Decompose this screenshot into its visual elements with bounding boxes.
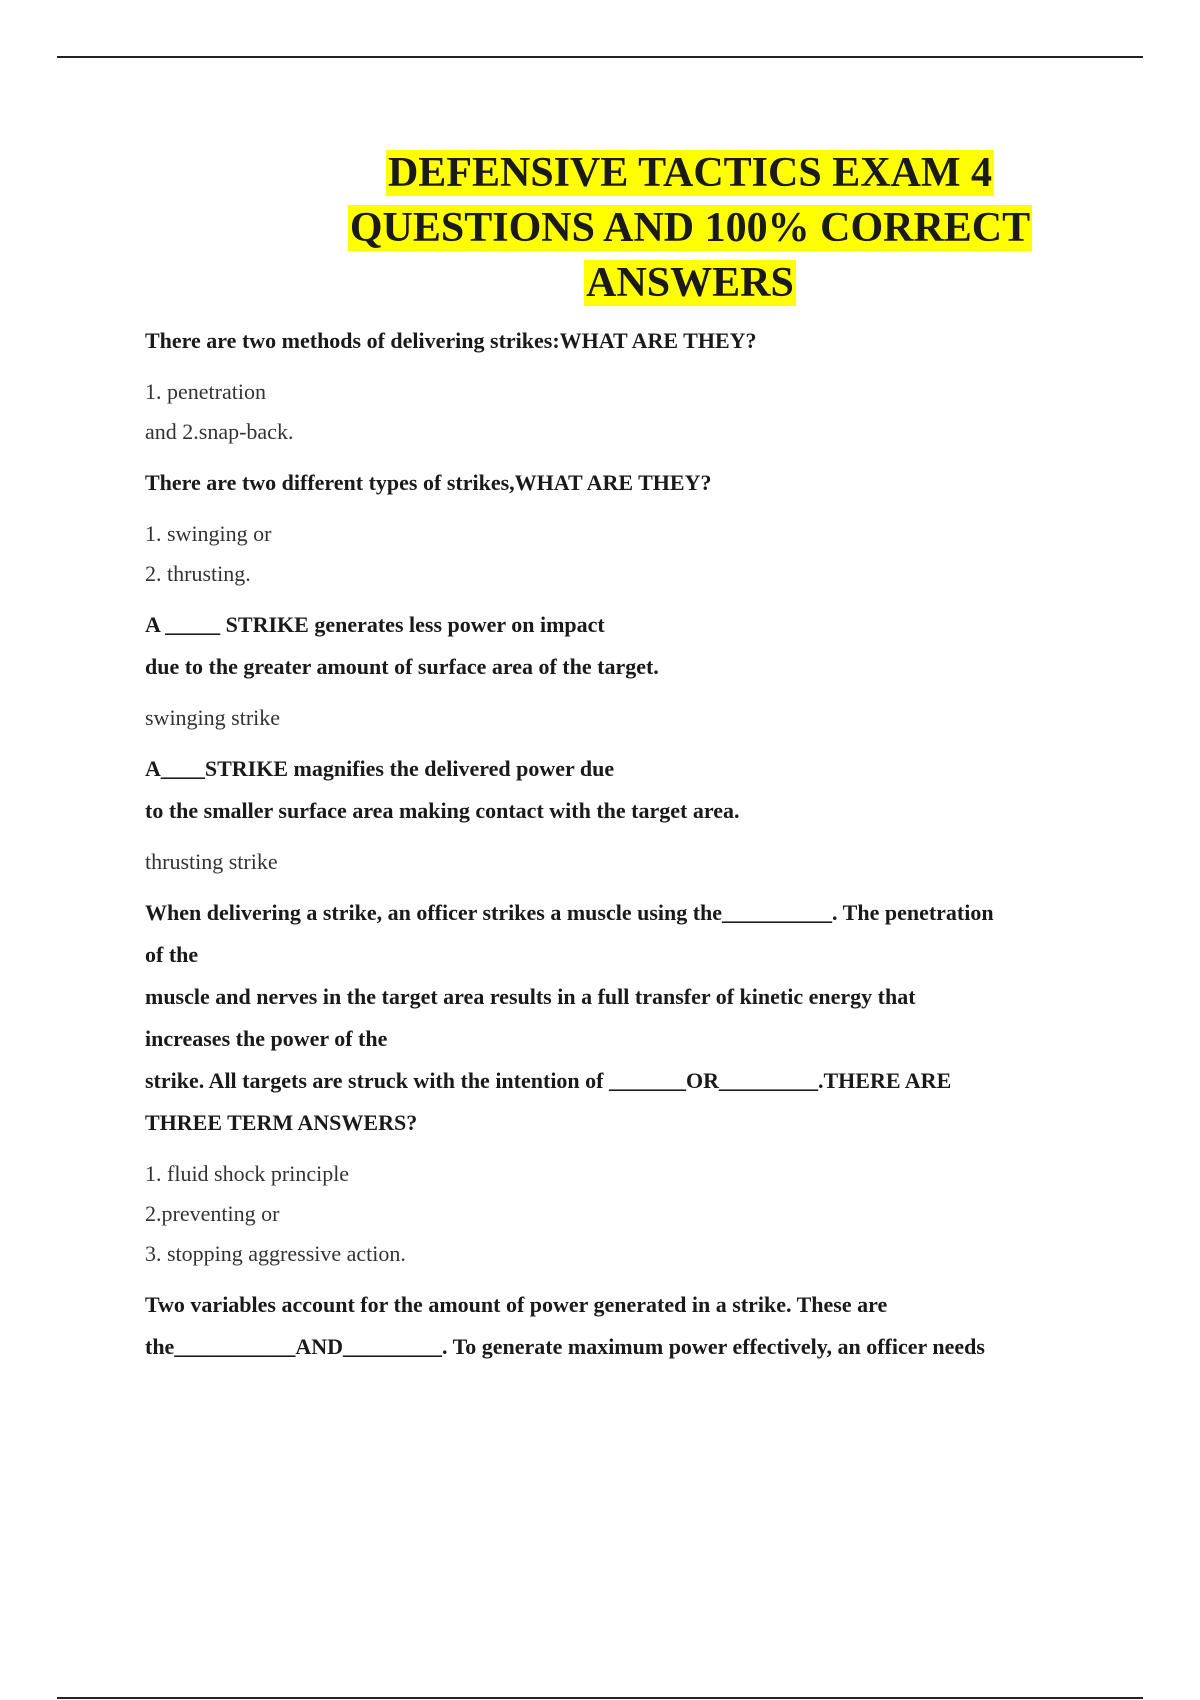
answer-text: swinging strike: [145, 705, 281, 730]
answer-text: 1. swinging or: [145, 521, 272, 546]
answer: [145, 514, 1095, 594]
question-text: strike. All targets are struck with the intention of _______OR_________.THERE ARE: [145, 1068, 952, 1093]
answer-text: and 2.snap-back.: [145, 419, 294, 444]
question-text: When delivering a strike, an officer strikes a muscle using the__________. The penetration: [145, 900, 994, 925]
question-text: due to the greater amount of surface area of the target.: [145, 654, 659, 679]
bottom-rule: [57, 1697, 1143, 1699]
answer-text: 3. stopping aggressive action.: [145, 1241, 406, 1266]
question-text: There are two methods of delivering strikes:WHAT ARE THEY?: [145, 328, 757, 353]
question-text: the___________AND_________. To generate maximum power effectively, an officer needs: [145, 1334, 985, 1359]
question-text: There are two different types of strikes,WHAT ARE THEY?: [145, 470, 712, 495]
top-rule: [57, 56, 1143, 58]
answer: [145, 1154, 1095, 1274]
question: [145, 1284, 1095, 1368]
question: [145, 462, 1095, 504]
answer: [145, 698, 1095, 738]
question-text: A _____ STRIKE generates less power on impact: [145, 612, 605, 637]
question-text: A____STRIKE magnifies the delivered power due: [145, 756, 615, 781]
answer-text: 1. fluid shock principle: [145, 1161, 350, 1186]
answer: [145, 372, 1095, 452]
question-text: THREE TERM ANSWERS?: [145, 1110, 418, 1135]
qa-content: [145, 320, 1095, 1378]
question-text: Two variables account for the amount of power generated in a strike. These are: [145, 1292, 888, 1317]
title-line: ANSWERS: [586, 260, 794, 306]
question: [145, 320, 1095, 362]
document-title: [300, 146, 1080, 311]
question: [145, 604, 1095, 688]
answer-text: thrusting strike: [145, 849, 278, 874]
answer: [145, 842, 1095, 882]
title-line: DEFENSIVE TACTICS EXAM 4: [387, 150, 993, 196]
question-text: of the: [145, 942, 199, 967]
answer-text: 2. thrusting.: [145, 561, 251, 586]
question-text: to the smaller surface area making contact with the target area.: [145, 798, 740, 823]
title-line: QUESTIONS AND 100% CORRECT: [349, 205, 1031, 251]
answer-text: 2.preventing or: [145, 1201, 280, 1226]
question-text: muscle and nerves in the target area results in a full transfer of kinetic energy that: [145, 984, 916, 1009]
question: [145, 748, 1095, 832]
answer-text: 1. penetration: [145, 379, 266, 404]
question: [145, 892, 1095, 1144]
question-text: increases the power of the: [145, 1026, 388, 1051]
